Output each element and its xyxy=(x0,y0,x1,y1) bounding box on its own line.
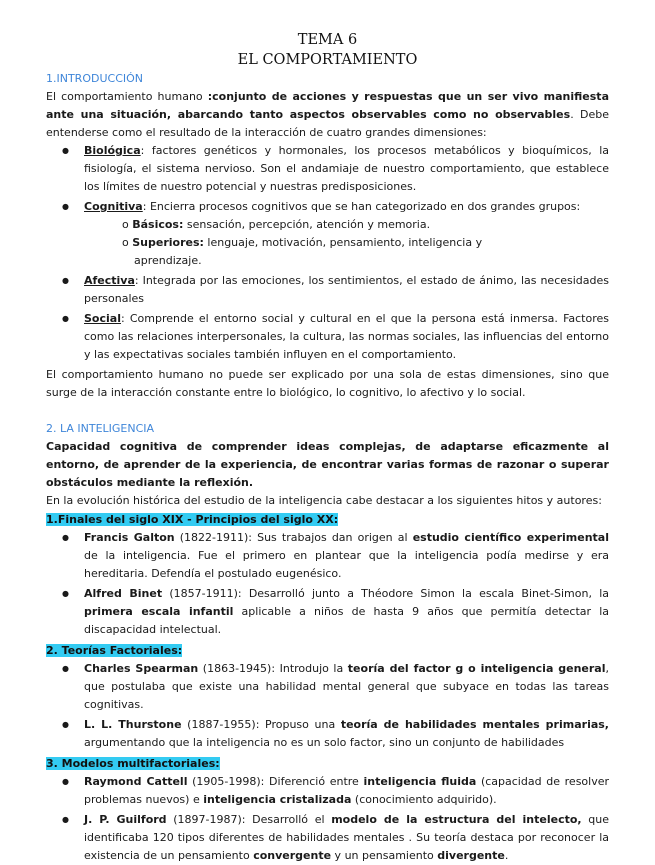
author-bold: primera escala infantil xyxy=(84,605,234,618)
sub-marker: o xyxy=(122,236,133,249)
intro-text-c: . Debe entenderse como el resultado de la interacción de cuatro grandes dimensiones: xyxy=(46,108,610,139)
author-text: , que postulaba que existe una habilidad mental general que subyace en todas las tareas cognitivas. xyxy=(84,662,609,711)
author-text: (1857-1911): Desarrolló junto a Théodore Simon la escala Binet-Simon, la xyxy=(162,587,609,600)
author-name: Raymond Cattell xyxy=(84,775,188,788)
author-bold: inteligencia fluida xyxy=(363,775,477,788)
subsection-3-title: 3. Modelos multifactoriales: xyxy=(46,757,220,770)
author-bold: convergente xyxy=(253,849,332,862)
separator: : xyxy=(140,144,152,157)
separator: : xyxy=(134,274,143,287)
sub-marker: o xyxy=(122,218,133,231)
section-heading-inteligencia: 2. LA INTELIGENCIA xyxy=(46,422,155,435)
sublist-item-superiores xyxy=(122,234,609,270)
term-biologica: Biológica xyxy=(84,144,141,157)
text-biologica: factores genéticos y hormonales, los procesos metabólicos y bioquímicos, la fisiología, el sistema nervioso. Son el andamiaje de nuestro comportamiento, que establece los límites de nuestro potencial y nuestras predisposiciones. xyxy=(84,144,609,193)
section-heading-introduccion: 1.INTRODUCCIÓN xyxy=(46,72,144,85)
author-galton xyxy=(84,529,609,583)
term-superiores: Superiores: xyxy=(132,236,204,249)
dimensions-list xyxy=(46,142,609,364)
author-guilford xyxy=(84,811,609,865)
list-item-biologica xyxy=(84,142,609,196)
separator: : xyxy=(142,200,150,213)
author-text: aplicable a niños de hasta 9 años que permitía detectar la discapacidad intelectual. xyxy=(84,605,609,636)
author-bold: modelo de la estructura del intelecto, xyxy=(331,813,582,826)
text-superiores-cont: aprendizaje. xyxy=(134,254,202,267)
author-text: (1822-1911): Sus trabajos dan origen al xyxy=(174,531,413,544)
author-text: (1897-1987): Desarrolló el xyxy=(166,813,332,826)
subsection-2 xyxy=(46,641,609,660)
title-line-2: EL COMPORTAMIENTO xyxy=(237,52,418,68)
intelligence-definition xyxy=(46,438,609,492)
author-text: y un pensamiento xyxy=(331,849,438,862)
intro-text-a: El comportamiento humano xyxy=(46,90,208,103)
definition-bold: Capacidad cognitiva de comprender ideas complejas, de adaptarse eficazmente al entorno, de aprender de la experiencia, de encontrar varias formas de razonar o superar obstáculos mediante la reflexión. xyxy=(46,440,609,489)
author-bold: divergente xyxy=(437,849,505,862)
separator: : xyxy=(120,312,130,325)
text-social: Comprende el entorno social y cultural en el que la persona está inmersa. Factores como las relaciones interpersonales, la cultura, las normas sociales, las influencias del entorno y las expectativas sociales también influyen en el comportamiento. xyxy=(84,312,610,361)
text-afectiva: Integrada por las emociones, los sentimientos, el estado de ánimo, las necesidades personales xyxy=(84,274,609,305)
term-basicos: Básicos: xyxy=(132,218,184,231)
cognitiva-sublist xyxy=(122,216,609,270)
subsection-3 xyxy=(46,754,609,773)
text-basicos: sensación, percepción, atención y memoria. xyxy=(183,218,431,231)
subsection-2-title: 2. Teorías Factoriales: xyxy=(46,644,183,657)
intro-paragraph xyxy=(46,88,609,142)
author-text: de la inteligencia. Fue el primero en plantear que la inteligencia podía medirse y era hereditaria. Defendía el postulado eugenésico. xyxy=(84,549,609,580)
author-text: . xyxy=(504,849,509,862)
author-spearman xyxy=(84,660,609,714)
author-thurstone xyxy=(84,716,609,752)
author-bold: inteligencia cristalizada xyxy=(203,793,352,806)
author-text: (1905-1998): Diferenció entre xyxy=(187,775,364,788)
author-text: que identificaba 120 tipos diferentes de habilidades mentales . Su teoría destaca por reconocer la existencia de un pensamiento xyxy=(84,813,609,862)
author-name: Francis Galton xyxy=(84,531,175,544)
spacer xyxy=(46,402,609,420)
text-cognitiva: Encierra procesos cognitivos que se han categorizado en dos grandes grupos: xyxy=(149,200,581,213)
author-text: (1863-1945): Introdujo la xyxy=(198,662,348,675)
sublist-item-basicos xyxy=(122,216,609,234)
document-title xyxy=(46,30,609,70)
subsection-1-title: 1.Finales del siglo XIX - Principios del siglo XX: xyxy=(46,513,339,526)
author-bold: teoría de habilidades mentales primarias, xyxy=(340,718,609,731)
author-text: (conocimiento adquirido). xyxy=(351,793,497,806)
term-social: Social xyxy=(84,312,121,325)
subsection-1 xyxy=(46,510,609,529)
term-cognitiva: Cognitiva xyxy=(84,200,143,213)
author-binet xyxy=(84,585,609,639)
author-name: L. L. Thurstone xyxy=(84,718,182,731)
author-text: argumentando que la inteligencia no es un solo factor, sino un conjunto de habilidades xyxy=(84,736,565,749)
list-item-cognitiva xyxy=(84,198,609,270)
authors-list-2 xyxy=(46,660,609,752)
author-name: Charles Spearman xyxy=(84,662,199,675)
text-superiores: lenguaje, motivación, pensamiento, inteligencia y xyxy=(203,236,483,249)
list-item-afectiva xyxy=(84,272,609,308)
term-afectiva: Afectiva xyxy=(84,274,135,287)
intro-definition-bold: :conjunto de acciones y respuestas que un ser vivo manifiesta ante una situación, abarcando tanto aspectos observables como no observables xyxy=(46,90,609,121)
intro-conclusion: El comportamiento humano no puede ser explicado por una sola de estas dimensiones, sino que surge de la interacción constante entre lo biológico, lo cognitivo, lo afectivo y lo social. xyxy=(46,368,609,399)
authors-list-3 xyxy=(46,773,609,865)
author-text: (1887-1955): Propuso una xyxy=(181,718,341,731)
author-bold: estudio científico experimental xyxy=(412,531,610,544)
author-name: Alfred Binet xyxy=(84,587,163,600)
author-text: (capacidad de resolver problemas nuevos) e xyxy=(84,775,610,806)
author-bold: teoría del factor g o inteligencia general xyxy=(347,662,606,675)
authors-list-1 xyxy=(46,529,609,639)
evolution-intro: En la evolución histórica del estudio de la inteligencia cabe destacar a los siguientes hitos y autores: xyxy=(46,494,602,507)
author-name: J. P. Guilford xyxy=(84,813,167,826)
list-item-social xyxy=(84,310,609,364)
title-line-1: TEMA 6 xyxy=(297,32,358,48)
author-cattell xyxy=(84,773,609,809)
